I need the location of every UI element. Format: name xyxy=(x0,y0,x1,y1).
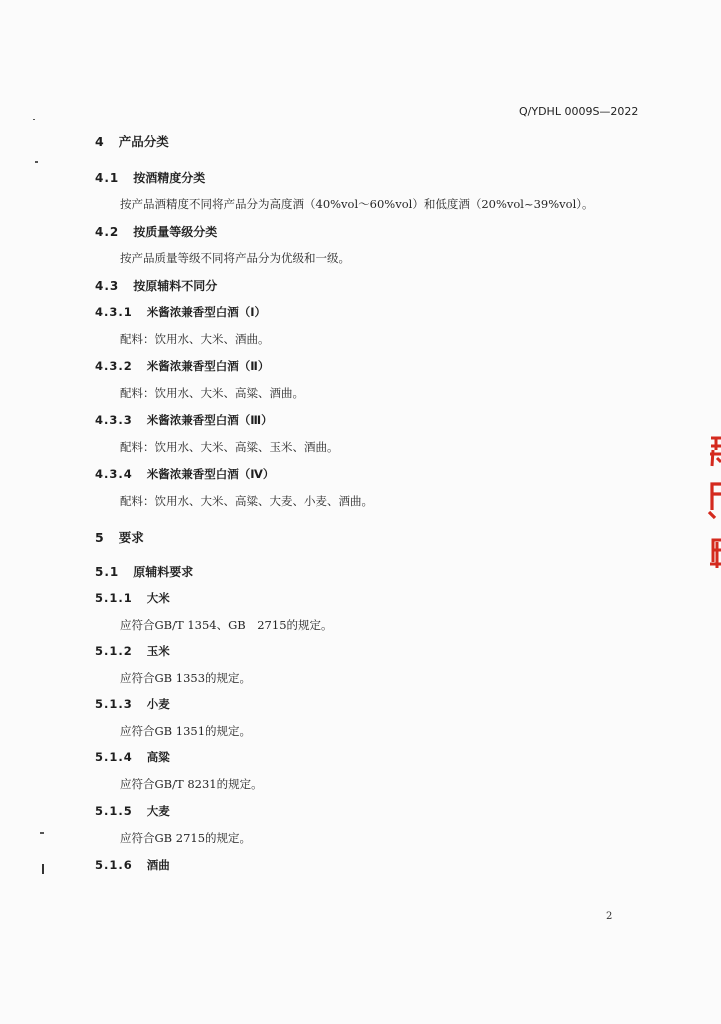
section-number: 5.1.2 xyxy=(95,644,133,658)
clause-heading xyxy=(95,307,266,319)
paragraph: 应符合GB 1353的规定。 xyxy=(120,671,252,685)
paragraph: 应符合GB 2715的规定。 xyxy=(120,831,252,845)
paragraph: 配料：饮用水、大米、酒曲。 xyxy=(120,332,270,346)
section-number: 5 xyxy=(95,530,105,545)
section-title: 原辅料要求 xyxy=(133,565,194,579)
section-title: 小麦 xyxy=(146,697,170,711)
clause-heading xyxy=(95,699,170,711)
section-title: 按质量等级分类 xyxy=(133,225,218,239)
section-title: 酒曲 xyxy=(146,858,170,872)
section-title: 米酱浓兼香型白酒（Ⅱ） xyxy=(146,359,270,373)
clause-heading xyxy=(95,752,170,764)
section-title: 按原辅料不同分 xyxy=(133,279,218,293)
section-number: 4.3 xyxy=(95,279,120,293)
paragraph: 应符合GB 1351的规定。 xyxy=(120,724,252,738)
section-title: 产品分类 xyxy=(118,134,169,149)
section-number: 5.1.1 xyxy=(95,591,133,605)
section-heading xyxy=(95,532,144,545)
subsection-heading xyxy=(95,226,217,238)
section-number: 5.1.5 xyxy=(95,804,133,818)
scan-speck xyxy=(42,864,44,874)
clause-heading xyxy=(95,361,269,373)
section-number: 5.1.3 xyxy=(95,697,133,711)
subsection-heading xyxy=(95,172,205,184)
section-number: 5.1 xyxy=(95,565,120,579)
page-number: 2 xyxy=(606,911,613,922)
section-number: 4.2 xyxy=(95,225,120,239)
paragraph: 配料：饮用水、大米、高粱、酒曲。 xyxy=(120,386,304,400)
document-code: Q/YDHL 0009S—2022 xyxy=(519,105,639,118)
section-title: 按酒精度分类 xyxy=(133,171,206,185)
section-title: 玉米 xyxy=(146,644,170,658)
clause-heading xyxy=(95,469,274,481)
paragraph: 按产品酒精度不同将产品分为高度酒（40%vol～60%vol）和低度酒（20%vol~39%vol）。 xyxy=(120,197,594,211)
clause-heading xyxy=(95,646,170,658)
section-number: 4.3.4 xyxy=(95,467,133,481)
paragraph: 应符合GB/T 1354、GB 2715的规定。 xyxy=(120,618,333,632)
clause-heading xyxy=(95,593,170,605)
subsection-heading xyxy=(95,280,217,292)
section-title: 大米 xyxy=(146,591,170,605)
clause-heading xyxy=(95,806,170,818)
scan-speck xyxy=(40,832,44,834)
scan-speck xyxy=(33,119,35,120)
section-title: 米酱浓兼香型白酒（Ⅰ） xyxy=(146,305,267,319)
paragraph: 按产品质量等级不同将产品分为优级和一级。 xyxy=(120,251,350,265)
section-title: 高粱 xyxy=(146,750,170,764)
section-number: 4.3.3 xyxy=(95,413,133,427)
section-number: 4 xyxy=(95,134,105,149)
clause-heading xyxy=(95,415,273,427)
paragraph: 配料：饮用水、大米、高粱、玉米、酒曲。 xyxy=(120,440,339,454)
subsection-heading xyxy=(95,566,193,578)
section-heading xyxy=(95,136,169,149)
section-number: 4.3.1 xyxy=(95,305,133,319)
paragraph: 配料：饮用水、大米、高粱、大麦、小麦、酒曲。 xyxy=(120,494,373,508)
section-title: 大麦 xyxy=(146,804,170,818)
section-title: 米酱浓兼香型白酒（Ⅳ） xyxy=(146,467,275,481)
section-number: 4.1 xyxy=(95,171,120,185)
section-title: 米酱浓兼香型白酒（Ⅲ） xyxy=(146,413,273,427)
section-number: 4.3.2 xyxy=(95,359,133,373)
section-title: 要求 xyxy=(118,530,144,545)
clause-heading xyxy=(95,860,170,872)
scan-speck xyxy=(35,161,38,163)
seal-stamp-icon xyxy=(707,432,721,572)
section-number: 5.1.6 xyxy=(95,858,133,872)
section-number: 5.1.4 xyxy=(95,750,133,764)
paragraph: 应符合GB/T 8231的规定。 xyxy=(120,777,263,791)
